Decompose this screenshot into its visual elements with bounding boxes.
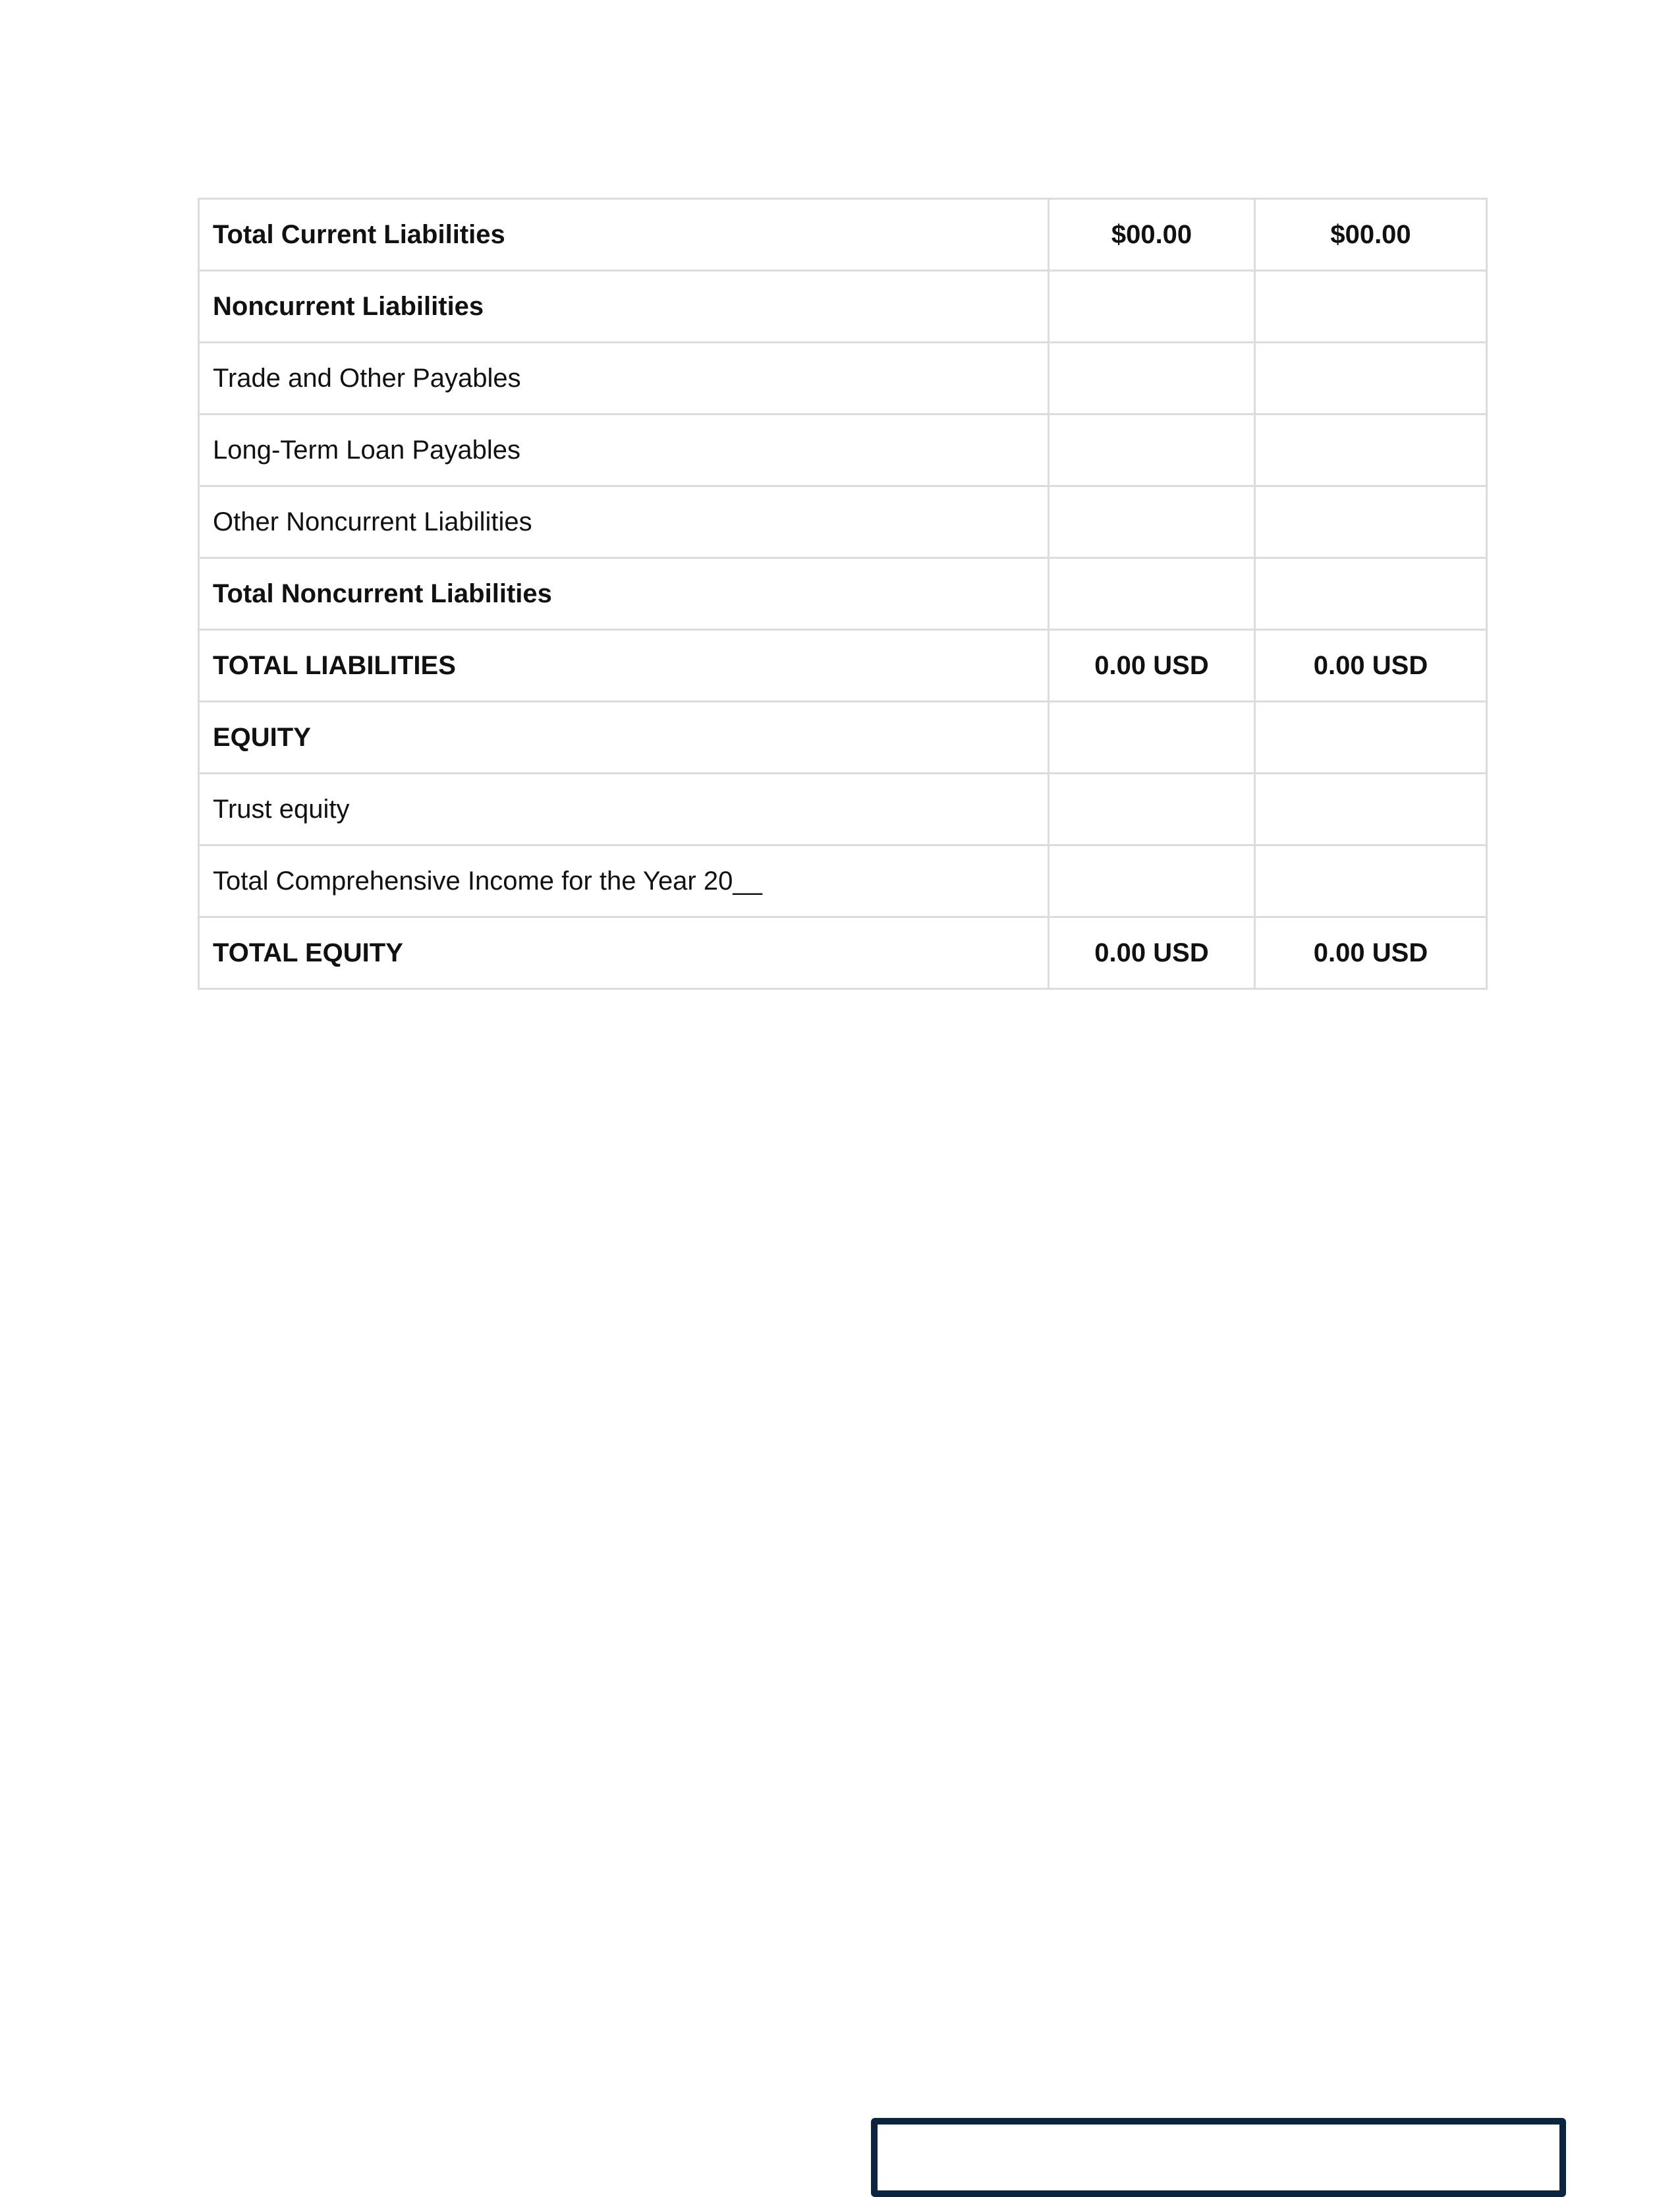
row-label: TOTAL LIABILITIES: [199, 630, 1049, 702]
amount-cell-col2: [1255, 845, 1487, 917]
amount-cell-col1: [1049, 343, 1255, 414]
table-row: [199, 414, 1487, 486]
amount-cell-col2: [1255, 486, 1487, 558]
amount-cell-col2: [1255, 702, 1487, 774]
amount-cell-col1: [1049, 271, 1255, 343]
amount-cell-col2: [1255, 414, 1487, 486]
row-label: Trade and Other Payables: [199, 343, 1049, 414]
table-row: [199, 199, 1487, 271]
row-label: EQUITY: [199, 702, 1049, 774]
amount-cell-col1: 0.00 USD: [1049, 917, 1255, 989]
amount-cell-col1: [1049, 702, 1255, 774]
amount-cell-col2: 0.00 USD: [1255, 917, 1487, 989]
table-row: [199, 702, 1487, 774]
row-label: Long-Term Loan Payables: [199, 414, 1049, 486]
amount-cell-col2: [1255, 774, 1487, 845]
amount-cell-col1: [1049, 774, 1255, 845]
row-label: Other Noncurrent Liabilities: [199, 486, 1049, 558]
row-label: Noncurrent Liabilities: [199, 271, 1049, 343]
amount-cell-col1: [1049, 845, 1255, 917]
row-label: Total Current Liabilities: [199, 199, 1049, 271]
row-label: Total Noncurrent Liabilities: [199, 558, 1049, 630]
table-row: [199, 774, 1487, 845]
table-row: [199, 271, 1487, 343]
row-label: Total Comprehensive Income for the Year 20__: [199, 845, 1049, 917]
table-row: [199, 486, 1487, 558]
balance-sheet-table: [198, 198, 1488, 990]
table-row: [199, 917, 1487, 989]
row-label: Trust equity: [199, 774, 1049, 845]
table-row: [199, 343, 1487, 414]
amount-cell-col2: 0.00 USD: [1255, 630, 1487, 702]
table-row: [199, 845, 1487, 917]
amount-cell-col2: $00.00: [1255, 199, 1487, 271]
amount-cell-col1: [1049, 486, 1255, 558]
amount-cell-col1: [1049, 414, 1255, 486]
footer-outline-box: [871, 2118, 1566, 2197]
amount-cell-col1: $00.00: [1049, 199, 1255, 271]
row-label: TOTAL EQUITY: [199, 917, 1049, 989]
amount-cell-col1: [1049, 558, 1255, 630]
amount-cell-col2: [1255, 271, 1487, 343]
amount-cell-col2: [1255, 343, 1487, 414]
table-row: [199, 630, 1487, 702]
amount-cell-col1: 0.00 USD: [1049, 630, 1255, 702]
amount-cell-col2: [1255, 558, 1487, 630]
table-row: [199, 558, 1487, 630]
